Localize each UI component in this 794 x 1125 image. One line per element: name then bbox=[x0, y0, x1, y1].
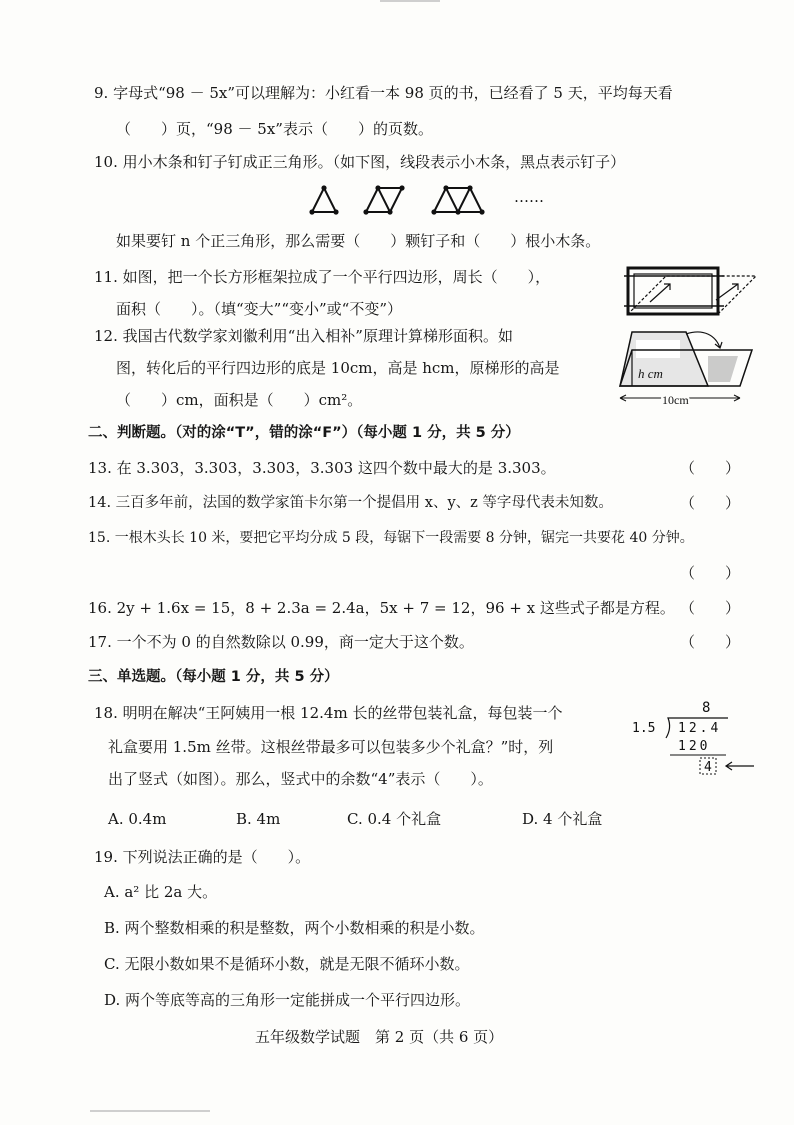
q12-line1: 12. 我国古代数学家刘徽利用“出入相补”原理计算梯形面积。如 bbox=[94, 327, 513, 345]
triangles-3 bbox=[434, 188, 482, 212]
q19-stem: 19. 下列说法正确的是（ ）。 bbox=[94, 848, 311, 866]
div-divisor: 1.5 bbox=[632, 721, 656, 736]
div-quotient: 8 bbox=[702, 700, 711, 716]
q19-option-d[interactable]: D. 两个等底等高的三角形一定能拼成一个平行四边形。 bbox=[104, 991, 471, 1009]
judge-16-answer[interactable]: （ ） bbox=[680, 599, 741, 617]
q9-line2: （ ）页，“98 － 5x”表示（ ）的页数。 bbox=[116, 120, 433, 138]
q9-line1: 9. 字母式“98 － 5x”可以理解为：小红看一本 98 页的书，已经看了 5 天，平均每天看 bbox=[94, 84, 673, 102]
q18-option-a[interactable]: A. 0.4m bbox=[108, 810, 167, 828]
arrow-left-icon bbox=[726, 762, 754, 770]
nail-dot bbox=[431, 209, 436, 214]
long-division-figure bbox=[630, 698, 765, 778]
q12-line3: （ ）cm，面积是（ ）cm²。 bbox=[116, 391, 363, 409]
q18-option-b[interactable]: B. 4m bbox=[236, 810, 281, 828]
nail-dot bbox=[309, 209, 314, 214]
nail-dot bbox=[399, 185, 404, 190]
nail-dot bbox=[467, 185, 472, 190]
nail-dot bbox=[479, 209, 484, 214]
judge-13: 13. 在 3.303，3.303，3.303，3.303 这四个数中最大的是 3.303。 bbox=[88, 459, 556, 477]
judge-15-answer[interactable]: （ ） bbox=[680, 564, 741, 582]
judge-14-answer[interactable]: （ ） bbox=[680, 494, 741, 512]
judge-17: 17. 一个不为 0 的自然数除以 0.99，商一定大于这个数。 bbox=[88, 633, 474, 651]
arrow-icon bbox=[650, 284, 670, 302]
nail-dot bbox=[375, 185, 380, 190]
section2-title: 二、判断题。（对的涂“T”，错的涂“F”）（每小题 1 分，共 5 分） bbox=[88, 425, 520, 441]
q18-line1: 18. 明明在解决“王阿姨用一根 12.4m 长的丝带包装礼盒，每包装一个 bbox=[94, 704, 563, 722]
nail-dot bbox=[443, 185, 448, 190]
triangle-1 bbox=[312, 188, 336, 212]
div-remainder: 4 bbox=[704, 760, 712, 775]
nail-dot bbox=[321, 185, 326, 190]
q10-ellipsis: …… bbox=[514, 188, 544, 206]
judge-17-answer[interactable]: （ ） bbox=[680, 633, 741, 651]
page-footer: 五年级数学试题 第 2 页（共 6 页） bbox=[255, 1028, 504, 1046]
q11-line1: 11. 如图，把一个长方形框架拉成了一个平行四边形，周长（ ）， bbox=[94, 268, 551, 286]
triangle-nail-figure bbox=[310, 184, 510, 216]
q18-option-d[interactable]: D. 4 个礼盒 bbox=[522, 810, 603, 828]
scan-edge-top bbox=[380, 0, 440, 2]
q11-line2: 面积（ ）。（填“变大”“变小”或“不变”） bbox=[116, 300, 403, 318]
nail-dot bbox=[387, 209, 392, 214]
q18-line3: 出了竖式（如图）。那么，竖式中的余数“4”表示（ ）。 bbox=[108, 770, 493, 788]
judge-13-answer[interactable]: （ ） bbox=[680, 459, 741, 477]
div-dividend: 12.4 bbox=[678, 721, 722, 736]
q10-line1: 10. 用小木条和钉子钉成正三角形。（如下图，线段表示小木条，黑点表示钉子） bbox=[94, 153, 626, 171]
q19-option-b[interactable]: B. 两个整数相乘的积是整数，两个小数相乘的积是小数。 bbox=[104, 919, 485, 937]
div-product: 120 bbox=[678, 739, 711, 754]
judge-15: 15. 一根木头长 10 米，要把它平均分成 5 段，每锯下一段需要 8 分钟，锯完一共要花 40 分钟。 bbox=[88, 530, 694, 546]
q10-line2: 如果要钉 n 个正三角形，那么需要（ ）颗钉子和（ ）根小木条。 bbox=[116, 232, 601, 250]
q18-option-c[interactable]: C. 0.4 个礼盒 bbox=[347, 810, 442, 828]
q12-line2: 图，转化后的平行四边形的底是 10cm，高是 hcm，原梯形的高是 bbox=[116, 359, 560, 377]
nail-dot bbox=[455, 209, 460, 214]
section3-title: 三、单选题。（每小题 1 分，共 5 分） bbox=[88, 669, 339, 685]
frame-figure bbox=[620, 262, 760, 320]
fig-base-label: 10cm bbox=[662, 393, 689, 407]
q18-line2: 礼盒要用 1.5m 丝带。这根丝带最多可以包装多少个礼盒？”时，列 bbox=[108, 738, 554, 756]
trapezoid-figure bbox=[612, 326, 762, 406]
q19-option-c[interactable]: C. 无限小数如果不是循环小数，就是无限不循环小数。 bbox=[104, 955, 470, 973]
triangles-2 bbox=[366, 188, 402, 212]
nail-dot bbox=[363, 209, 368, 214]
fig-height-label: h cm bbox=[638, 366, 663, 381]
judge-16: 16. 2y + 1.6x = 15，8 + 2.3a = 2.4a，5x + 7 = 12，96 + x 这些式子都是方程。 bbox=[88, 599, 675, 617]
judge-14: 14. 三百多年前，法国的数学家笛卡尔第一个提倡用 x、y、z 等字母代表未知数。 bbox=[88, 495, 613, 511]
nail-dot bbox=[333, 209, 338, 214]
q19-option-a[interactable]: A. a² 比 2a 大。 bbox=[104, 883, 218, 901]
rect-frame bbox=[628, 268, 718, 314]
scan-edge-bottom bbox=[90, 1110, 210, 1112]
